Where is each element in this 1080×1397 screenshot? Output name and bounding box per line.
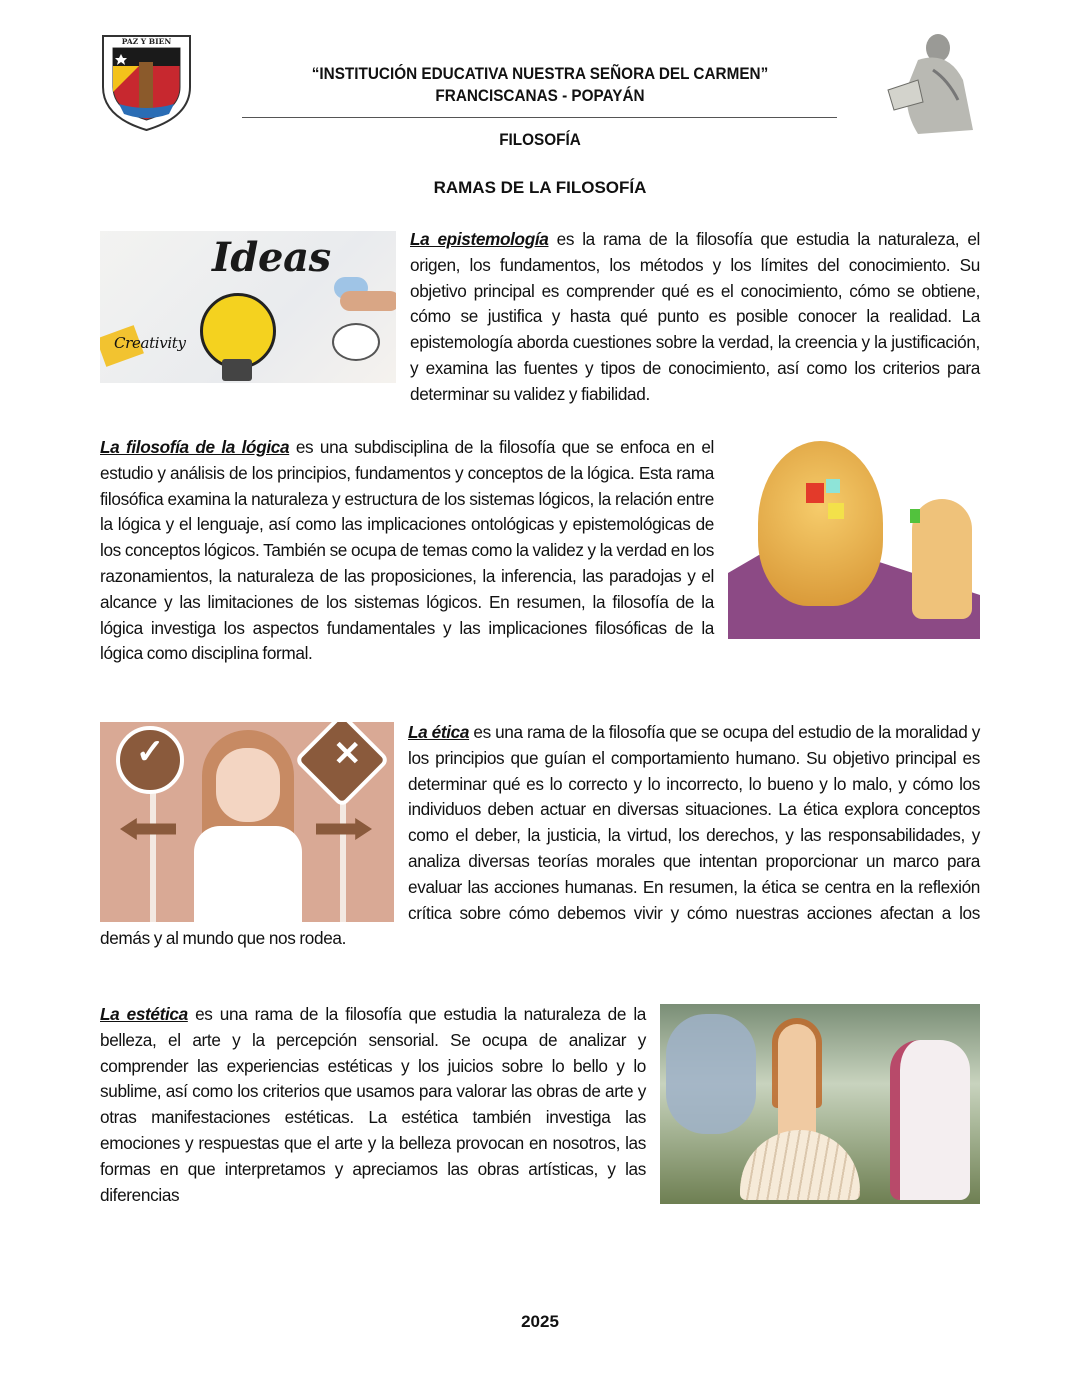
check-sign-icon: ✓	[116, 726, 184, 794]
signpost	[150, 788, 156, 922]
school-crest-logo	[99, 32, 194, 132]
epistemology-text: es la rama de la filosofía que estudia la naturaleza, el origen, los fundamentos, los métodos y los límites del conocimiento. Su objetivo principal es comprender qué es el conocimiento, cómo se obtiene, cómo se justifica y hasta qué punto es posible conocer la realidad. La epistemología aborda cuestiones sobre la verdad, la creencia y la justificación, y examina las fuentes y tipos de conocimiento, así como los criterios para determinar su validez y fiabilidad.	[410, 229, 981, 404]
subject-title: FILOSOFÍA	[499, 130, 581, 149]
puzzle-piece-icon	[910, 509, 920, 523]
section-ethics	[100, 720, 980, 952]
arrow-left-icon	[120, 818, 176, 840]
brain-icon	[332, 323, 380, 361]
term-logic: La filosofía de la lógica	[100, 437, 290, 457]
puzzle-piece-icon	[826, 479, 840, 493]
section-aesthetics	[100, 1002, 980, 1208]
term-aesthetics: La estética	[100, 1004, 188, 1024]
puzzle-head-image	[728, 439, 980, 639]
institution-name	[270, 63, 810, 107]
head-shape	[758, 441, 883, 606]
hand-shape	[912, 499, 972, 619]
cross-sign-icon: ✕	[294, 722, 390, 808]
document-title: RAMAS DE LA FILOSOFÍA	[433, 178, 647, 197]
footer-year: 2025	[521, 1312, 559, 1331]
svg-text:PAZ Y BIEN: PAZ Y BIEN	[121, 37, 172, 46]
wind-figures	[666, 1014, 756, 1134]
ethics-text: es una rama de la filosofía que se ocupa del estudio de la moralidad y los principios que guían el comportamiento humano. Su objetivo principal es determinar qué es lo correcto y lo incorrecto, lo bueno y lo malo, y cómo los individuos deben actuar en diversas situaciones. La ética explora conceptos como el deber, la justicia, la virtud, los derechos, y las responsabilidades, y analiza diversas teorías morales que intentan proporcionar un marco para evaluar las acciones humanas. En resumen, la ética se centra en la reflexión crítica sobre cómo debemos vivir y cómo nuestras acciones afectan a los demás y al mundo que nos rodea.	[100, 722, 980, 949]
section-logic	[100, 435, 980, 667]
section-epistemology	[100, 227, 980, 408]
aesthetics-text: es una rama de la filosofía que estudia la naturaleza de la belleza, el arte y la percepción sensorial. Se ocupa de analizar y comprender las experiencias estéticas y los juicios sobre lo bello y lo sublime, así como los criterios que usamos para valorar las obras de arte y otras manifestaciones estéticas. La estética también investiga las emociones y respuestas que el arte y la belleza provocan en nosotros, las formas en que interpretamos y apreciamos las obras artísticas, y las diferencias	[100, 1004, 646, 1205]
term-epistemology: La epistemología	[410, 229, 549, 249]
lightbulb-icon	[200, 293, 276, 369]
ethics-image	[100, 722, 394, 922]
thinker-statue-image	[878, 30, 980, 138]
girl-face	[216, 748, 280, 822]
ideas-label: Ideas	[212, 234, 331, 281]
institution-line-2: FRANCISCANAS - POPAYÁN	[435, 86, 645, 105]
flora-figure	[890, 1040, 970, 1200]
institution-line-1: “INSTITUCIÓN EDUCATIVA NUESTRA SEÑORA DEL CARMEN”	[311, 64, 769, 83]
term-ethics: La ética	[408, 722, 470, 742]
header-divider	[242, 117, 837, 118]
hand-shape	[340, 291, 396, 311]
lightbulb-base	[222, 359, 252, 381]
ideas-image	[100, 231, 396, 383]
creativity-label: Creativity	[114, 334, 186, 352]
birth-of-venus-image	[660, 1004, 980, 1204]
puzzle-piece-icon	[828, 503, 844, 519]
girl-shirt	[194, 826, 302, 922]
puzzle-piece-icon	[806, 483, 824, 503]
signpost	[340, 788, 346, 922]
logic-text: es una subdisciplina de la filosofía que se enfoca en el estudio y análisis de los principios, fundamentos y conceptos de la lógica. Esta rama filosófica examina la naturaleza y estructura de los sistemas lógicos, la relación entre la lógica y el lenguaje, así como las implicaciones ontológicas y epistemológicas de los conceptos lógicos. También se ocupa de temas como la validez y la verdad en los razonamientos, la naturaleza de las proposiciones, la inferencia, las paradojas y el alcance y las limitaciones de los sistemas lógicos. En resumen, la filosofía de la lógica investiga los aspectos fundamentales y las implicaciones filosóficas de la lógica como disciplina formal.	[100, 437, 714, 664]
shell-shape	[740, 1130, 860, 1200]
